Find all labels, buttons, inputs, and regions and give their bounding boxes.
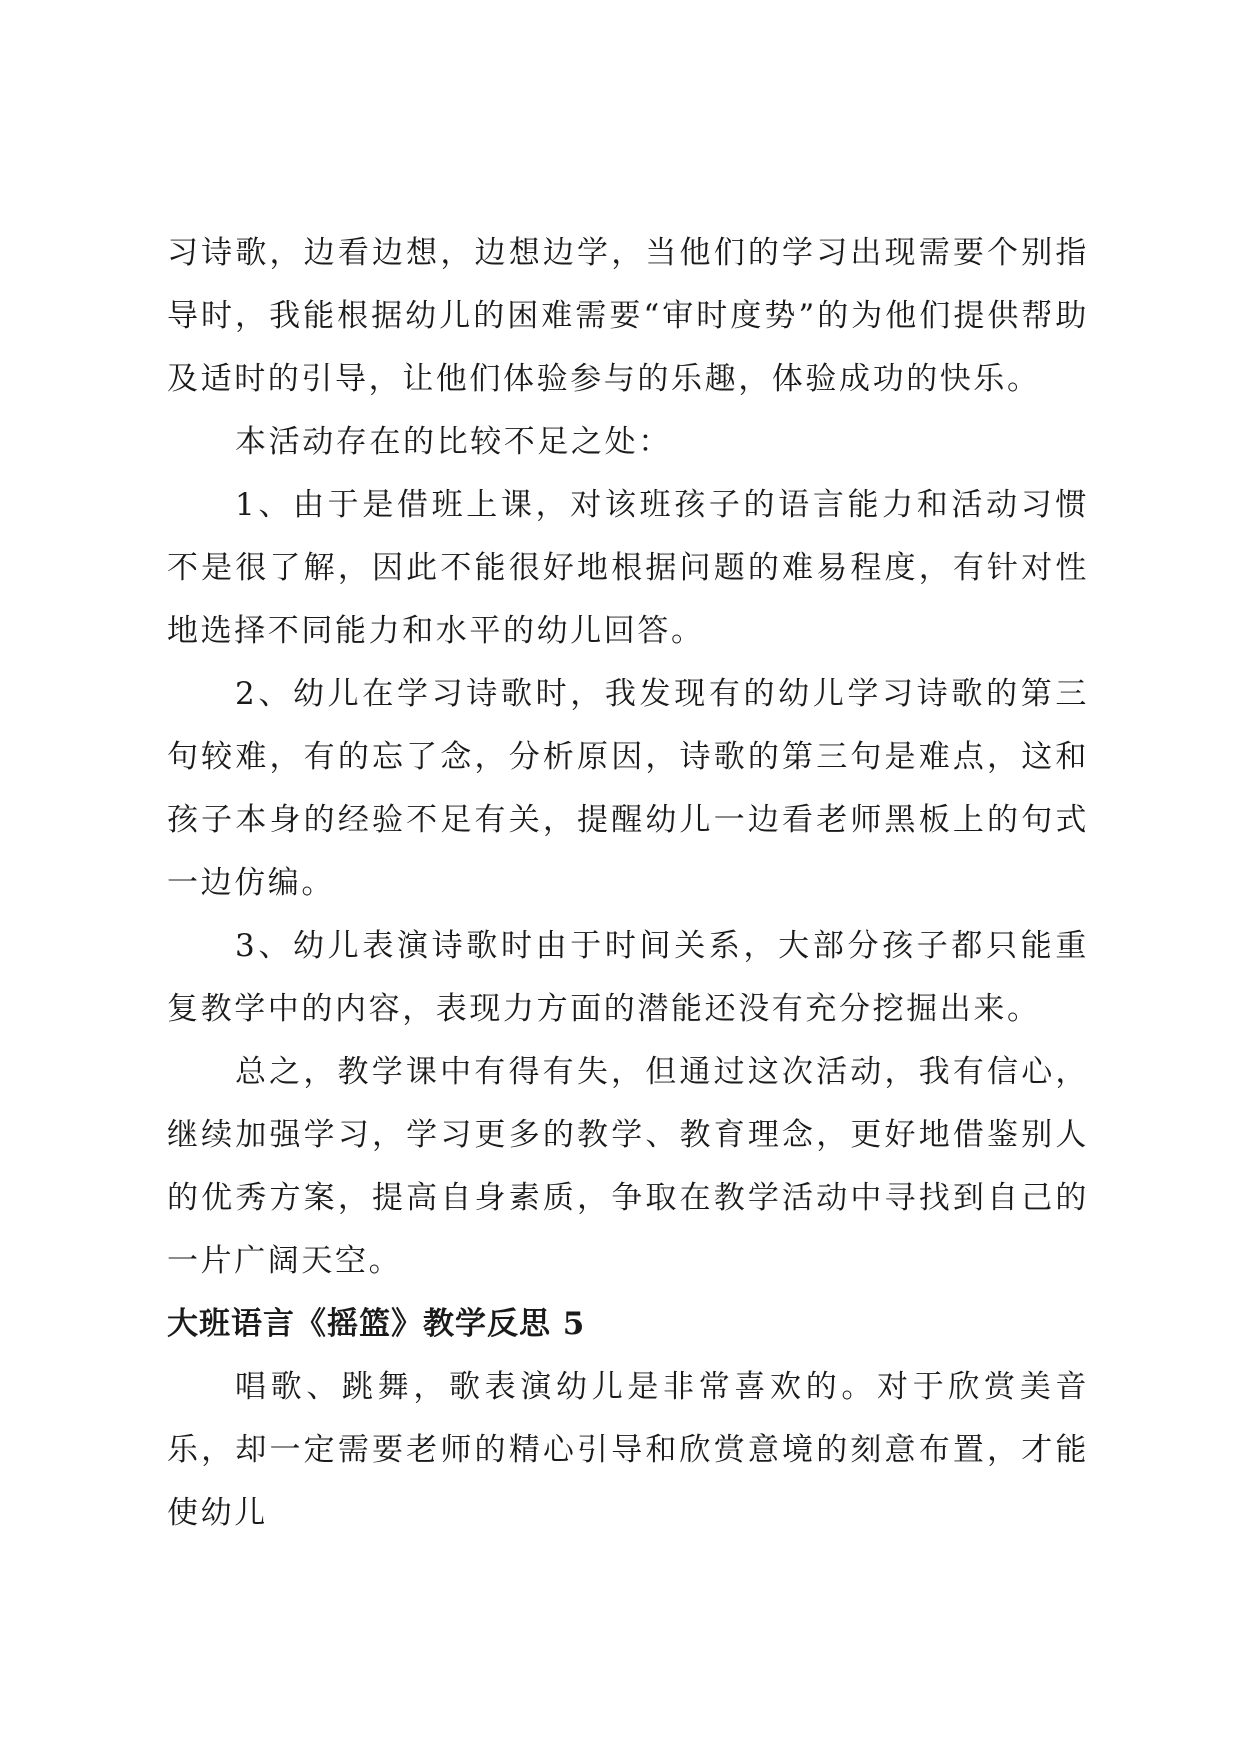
section-title: 大班语言《摇篮》教学反思 5 — [167, 1306, 586, 1342]
paragraph-shortcomings-intro: 本活动存在的比较不足之处： — [235, 424, 672, 460]
paragraph-continuation: 习诗歌，边看边想，边想边学，当他们的学习出现需要个别指导时，我能根据幼儿的困难需要“审时度势”的为他们提供帮助及适时的引导，让他们体验参与的乐趣，体验成功的快乐。 — [167, 235, 1089, 397]
paragraph-point-3: 3、幼儿表演诗歌时由于时间关系，大部分孩子都只能重复教学中的内容，表现力方面的潜能还没有充分挖掘出来。 — [167, 928, 1089, 1027]
paragraph-point-2: 2、幼儿在学习诗歌时，我发现有的幼儿学习诗歌的第三句较难，有的忘了念，分析原因，诗歌的第三句是难点，这和孩子本身的经验不足有关，提醒幼儿一边看老师黑板上的句式一边仿编。 — [167, 676, 1089, 901]
paragraph-section-intro: 唱歌、跳舞，歌表演幼儿是非常喜欢的。对于欣赏美音乐，却一定需要老师的精心引导和欣赏意境的刻意布置，才能使幼儿 — [167, 1369, 1089, 1531]
document-body — [167, 222, 1089, 1545]
paragraph-point-1: 1、由于是借班上课，对该班孩子的语言能力和活动习惯不是很了解，因此不能很好地根据问题的难易程度，有针对性地选择不同能力和水平的幼儿回答。 — [167, 487, 1089, 649]
paragraph-summary: 总之，教学课中有得有失，但通过这次活动，我有信心，继续加强学习，学习更多的教学、教育理念，更好地借鉴别人的优秀方案，提高自身素质，争取在教学活动中寻找到自己的一片广阔天空。 — [167, 1054, 1089, 1279]
